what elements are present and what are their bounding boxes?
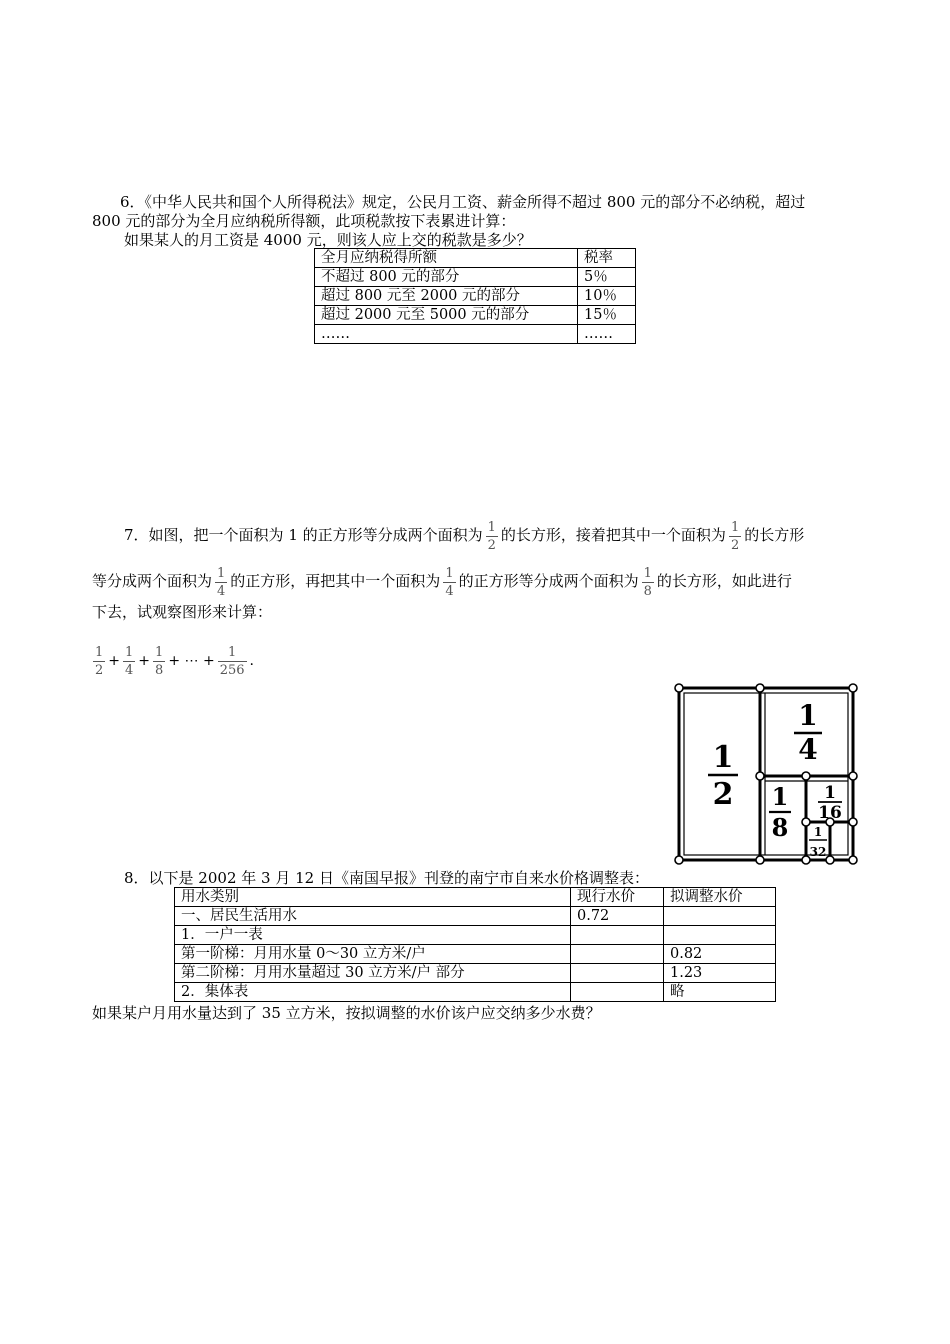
- table-row: [175, 983, 776, 1002]
- period: .: [249, 653, 254, 669]
- table-cell: [571, 983, 664, 1002]
- q7-text: 等分成两个面积为: [92, 572, 213, 590]
- table-cell: [571, 945, 664, 964]
- table-row: [315, 306, 636, 325]
- fraction-one-eighth: [153, 646, 165, 677]
- table-cell: [664, 926, 776, 945]
- denominator: 8: [643, 583, 652, 599]
- numerator: 1: [95, 644, 104, 660]
- table-cell: 超过 800 元至 2000 元的部分: [315, 287, 578, 306]
- table-cell: 1.23: [664, 964, 776, 983]
- q7-line-2: [92, 558, 792, 604]
- plus-sign: +: [138, 653, 151, 669]
- table-cell: [571, 964, 664, 983]
- fraction-one-half: [729, 521, 741, 552]
- numerator: 1: [730, 519, 740, 535]
- tax-rate-table: [314, 248, 636, 344]
- table-row: [315, 325, 636, 344]
- header-cell: 全月应纳税得所额: [315, 249, 578, 268]
- table-cell: 2．集体表: [175, 983, 571, 1002]
- table-cell: 0.82: [664, 945, 776, 964]
- table-cell: [664, 907, 776, 926]
- fraction-one-quarter: [123, 646, 135, 677]
- table-cell: 1．一户一表: [175, 926, 571, 945]
- table-header-row: [175, 888, 776, 907]
- fraction-one-256th: [218, 646, 247, 677]
- q7-text: 的长方形: [744, 526, 805, 544]
- sixteenth-numerator: 1: [824, 783, 836, 803]
- quarter-numerator: 1: [798, 699, 818, 732]
- table-row: [315, 268, 636, 287]
- q7-text: 的长方形，如此进行: [656, 572, 792, 590]
- header-cell: 拟调整水价: [664, 888, 776, 907]
- eighth-denominator: 8: [771, 813, 789, 842]
- denominator: 2: [487, 537, 496, 553]
- table-cell: 不超过 800 元的部分: [315, 268, 578, 287]
- fraction-one-half: [486, 521, 498, 552]
- denominator: 4: [217, 583, 226, 599]
- q7-series-expression: [90, 637, 254, 684]
- table-header-row: [315, 249, 636, 268]
- q6-line-3: 如果某人的月工资是 4000 元，则该人应上交的税款是多少？: [124, 231, 532, 249]
- denominator: 8: [155, 662, 164, 678]
- table-cell: 第一阶梯：月用水量 0～30 立方米/户: [175, 945, 571, 964]
- table-cell: 5％: [578, 268, 636, 287]
- q7-text: 7．如图，把一个面积为 1 的正方形等分成两个面积为: [124, 526, 483, 544]
- table-cell: 10％: [578, 287, 636, 306]
- sixteenth-denominator: 16: [818, 803, 842, 823]
- table-cell: ……: [578, 325, 636, 344]
- fraction-one-half: [93, 646, 105, 677]
- table-cell: ……: [315, 325, 578, 344]
- q6-line-1: 6．《中华人民共和国个人所得税法》规定，公民月工资、薪金所得不超过 800 元的部分不必纳税，超过: [120, 193, 806, 211]
- header-cell: 税率: [578, 249, 636, 268]
- table-cell: [571, 926, 664, 945]
- numerator: 1: [125, 644, 134, 660]
- table-cell: 略: [664, 983, 776, 1002]
- thirtysecond-denominator: 32: [809, 845, 827, 859]
- plus-sign: +: [108, 653, 121, 669]
- thirtysecond-numerator: 1: [813, 825, 823, 839]
- denominator: 256: [219, 662, 245, 678]
- denominator: 2: [95, 662, 104, 678]
- half-numerator: 1: [712, 740, 734, 775]
- water-price-table: [174, 887, 776, 1002]
- header-cell: 现行水价: [571, 888, 664, 907]
- q7-text: 的正方形，再把其中一个面积为: [230, 572, 441, 590]
- numerator: 1: [155, 644, 164, 660]
- table-row: [315, 287, 636, 306]
- numerator: 1: [218, 646, 247, 662]
- table-cell: 0.72: [571, 907, 664, 926]
- square-partition-figure: [670, 680, 865, 870]
- eighth-numerator: 1: [771, 782, 789, 811]
- table-row: [175, 964, 776, 983]
- denominator: 4: [445, 583, 454, 599]
- table-cell: 15％: [578, 306, 636, 325]
- half-denominator: 2: [712, 777, 734, 812]
- q8-intro: 8．以下是 2002 年 3 月 12 日《南国早报》刊登的南宁市自来水价格调整表：: [124, 869, 649, 887]
- denominator: 2: [730, 537, 740, 553]
- denominator: 4: [125, 662, 134, 678]
- fraction-one-eighth: [642, 567, 654, 598]
- numerator: 1: [217, 565, 226, 581]
- numerator: 1: [643, 565, 652, 581]
- q7-line-1: [124, 512, 804, 558]
- q7-text: 的长方形，接着把其中一个面积为: [500, 526, 726, 544]
- table-row: [175, 926, 776, 945]
- table-cell: 第二阶梯：月用水量超过 30 立方米/户 部分: [175, 964, 571, 983]
- q7-line-3: 下去，试观察图形来计算：: [92, 603, 273, 621]
- table-cell: 超过 2000 元至 5000 元的部分: [315, 306, 578, 325]
- q6-line-2: 800 元的部分为全月应纳税所得额，此项税款按下表累进计算：: [92, 212, 516, 230]
- q7-text: 的正方形等分成两个面积为: [458, 572, 639, 590]
- numerator: 1: [487, 519, 496, 535]
- fraction-one-quarter: [443, 567, 455, 598]
- table-row: [175, 907, 776, 926]
- header-cell: 用水类别: [175, 888, 571, 907]
- numerator: 1: [445, 565, 454, 581]
- q8-question: 如果某户月用水量达到了 35 立方米，按拟调整的水价该户应交纳多少水费？: [92, 1004, 601, 1022]
- ellipsis-sign: + ⋯ +: [168, 653, 215, 669]
- table-cell: 一、居民生活用水: [175, 907, 571, 926]
- quarter-denominator: 4: [798, 733, 818, 766]
- fraction-one-quarter: [215, 567, 227, 598]
- table-row: [175, 945, 776, 964]
